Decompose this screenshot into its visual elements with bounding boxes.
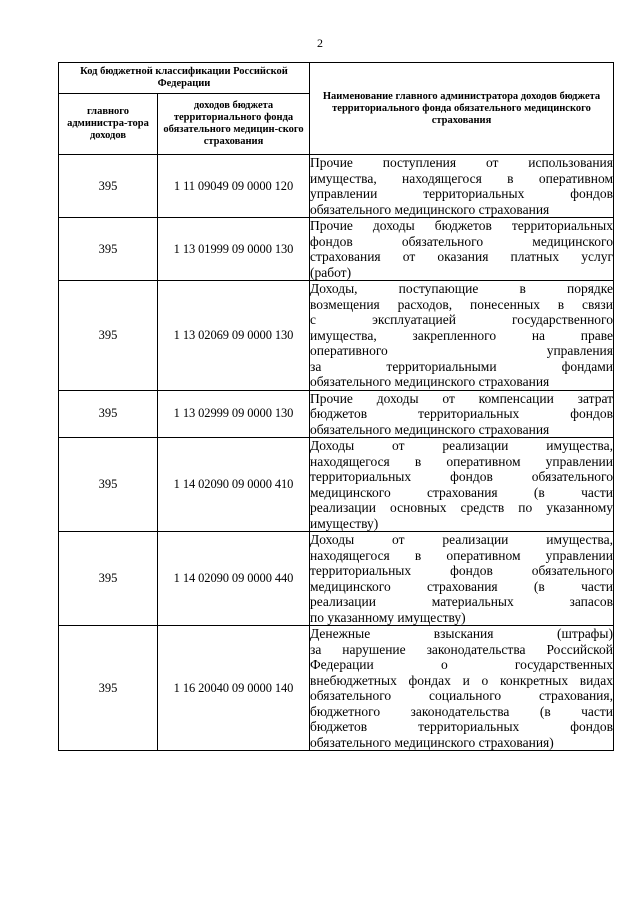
kbk-code-cell: 1 14 02090 09 0000 440: [158, 532, 310, 626]
table-row: [59, 155, 614, 218]
income-name-line: Доходы от реализации имущества,: [310, 438, 613, 453]
table-row: [59, 281, 614, 391]
income-name-cell: [310, 155, 614, 218]
income-name-line: Доходы от реализации имущества,: [310, 532, 613, 547]
income-name-line: Прочие доходы бюджетов территориальных: [310, 218, 613, 233]
income-name-cell: [310, 218, 614, 281]
income-name-line: за нарушение законодательства Российской: [310, 641, 613, 657]
code-group-header: Код бюджетной классификации Российской Федерации: [59, 63, 310, 94]
admin-code-cell: 395: [59, 438, 158, 532]
income-name-line: внебюджетных фондах и о конкретных видах: [310, 672, 613, 688]
income-name-line: управлении территориальных фондов: [310, 186, 613, 201]
table-row: [59, 218, 614, 281]
kbk-code-cell: 1 13 02069 09 0000 130: [158, 281, 310, 391]
income-name-line: реализации основных средств по указанному: [310, 500, 613, 515]
income-name-cell: [310, 532, 614, 626]
income-name-line: обязательного социального страхования,: [310, 688, 613, 703]
kbk-code-cell: 1 16 20040 09 0000 140: [158, 626, 310, 751]
income-name-line: обязательного медицинского страхования: [310, 374, 550, 389]
income-name-line: реализации материальных запасов: [310, 594, 613, 609]
kbk-code-cell: 1 11 09049 09 0000 120: [158, 155, 310, 218]
income-name-line: находящегося в оперативном управлении: [310, 453, 613, 469]
income-name-line: (работ): [310, 264, 352, 280]
income-name-line: медицинского страхования (в части: [310, 578, 613, 594]
admin-code-cell: 395: [59, 390, 158, 438]
name-column-header: Наименование главного администратора доходов бюджета территориального фонда обязательного медицинского страхования: [310, 63, 614, 155]
admin-code-cell: 395: [59, 218, 158, 281]
admin-column-header: главного администра-тора доходов: [59, 94, 158, 155]
kbk-column-header: доходов бюджета территориального фонда обязательного медицин-ского страхования: [158, 94, 310, 155]
income-name-line: медицинского страхования (в части: [310, 484, 613, 500]
income-name-line: с эксплуатацией государственного: [310, 312, 613, 327]
income-name-line: возмещения расходов, понесенных в связи: [310, 296, 613, 312]
income-name-line: страхования от оказания платных услуг: [310, 249, 613, 264]
budget-classification-table: [58, 62, 614, 751]
income-name-line: за территориальными фондами: [310, 358, 613, 374]
income-name-line: имущества, закрепленного на праве: [310, 327, 613, 343]
income-name-line: Доходы, поступающие в порядке: [310, 281, 613, 296]
table-row: [59, 438, 614, 532]
admin-code-cell: 395: [59, 155, 158, 218]
kbk-code-cell: 1 13 02999 09 0000 130: [158, 390, 310, 438]
income-name-line: оперативного управления: [310, 343, 613, 358]
income-name-line: обязательного медицинского страхования: [310, 421, 550, 437]
table-row: [59, 390, 614, 438]
table-row: [59, 626, 614, 751]
income-name-line: Прочие доходы от компенсации затрат: [310, 390, 613, 406]
income-name-cell: [310, 626, 614, 751]
income-name-line: Федерации о государственных: [310, 657, 613, 672]
income-name-line: по указанному имуществу): [310, 609, 466, 625]
admin-code-cell: 395: [59, 626, 158, 751]
kbk-code-cell: 1 13 01999 09 0000 130: [158, 218, 310, 281]
income-name-line: фондов обязательного медицинского: [310, 233, 613, 249]
income-name-line: Денежные взыскания (штрафы): [310, 626, 613, 641]
income-name-line: бюджетов территориальных фондов: [310, 719, 613, 734]
income-name-line: территориальных фондов обязательного: [310, 563, 613, 578]
income-name-cell: [310, 390, 614, 438]
table-body: [59, 155, 614, 751]
income-name-line: Прочие поступления от использования: [310, 155, 613, 170]
income-name-line: обязательного медицинского страхования): [310, 734, 554, 750]
income-name-line: обязательного медицинского страхования: [310, 201, 550, 217]
income-name-line: находящегося в оперативном управлении: [310, 547, 613, 563]
admin-code-cell: 395: [59, 281, 158, 391]
admin-code-cell: 395: [59, 532, 158, 626]
page-number: 2: [317, 36, 323, 50]
kbk-code-cell: 1 14 02090 09 0000 410: [158, 438, 310, 532]
income-name-cell: [310, 438, 614, 532]
table-row: [59, 532, 614, 626]
income-name-line: бюджетов территориальных фондов: [310, 406, 613, 421]
income-name-line: имущества, находящегося в оперативном: [310, 170, 613, 186]
income-name-cell: [310, 281, 614, 391]
income-name-line: территориальных фондов обязательного: [310, 469, 613, 484]
income-name-line: имуществу): [310, 515, 379, 531]
income-name-line: бюджетного законодательства (в части: [310, 703, 613, 719]
